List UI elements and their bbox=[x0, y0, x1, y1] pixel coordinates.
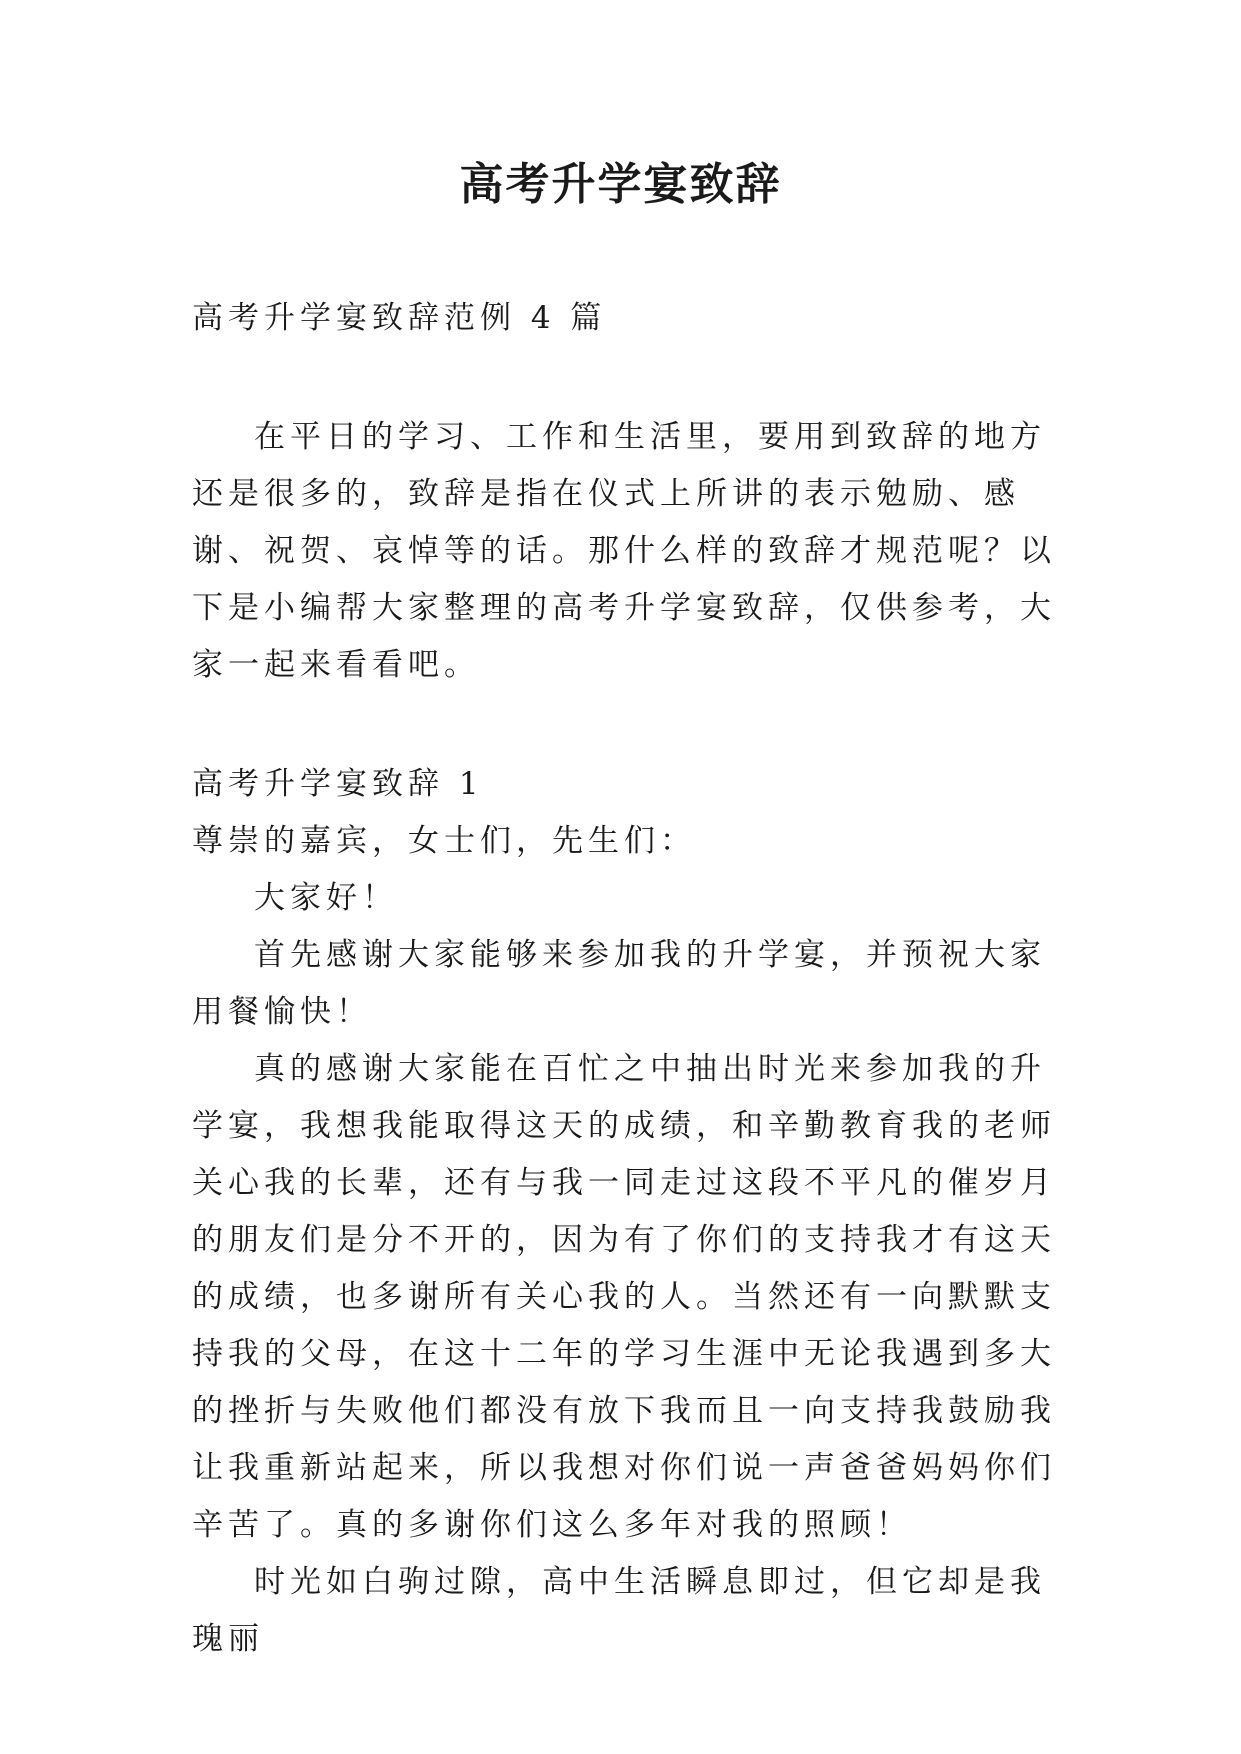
paragraph-gratitude: 真的感谢大家能在百忙之中抽出时光来参加我的升学宴，我想我能取得这天的成绩，和辛勤教育我的老师关心我的长辈，还有与我一同走过这段不平凡的催岁月的朋友们是分不开的，因为有了你们的支持我才有这天的成绩，也多谢所有关心我的人。当然还有一向默默支持我的父母，在这十二年的学习生涯中无论我遇到多大的挫折与失败他们都没有放下我而且一向支持我鼓励我让我重新站起来，所以我想对你们说一声爸爸妈妈你们辛苦了。真的多谢你们这么多年对我的照顾！ bbox=[192, 1051, 1056, 1543]
document-title: 高考升学宴致辞 bbox=[459, 159, 782, 210]
document-subtitle: 高考升学宴致辞范例 4 篇 bbox=[192, 300, 607, 336]
greeting: 大家好！ bbox=[254, 880, 398, 916]
document-body bbox=[192, 290, 1062, 1668]
paragraph-thanks: 首先感谢大家能够来参加我的升学宴，并预祝大家用餐愉快！ bbox=[192, 937, 1046, 1030]
intro-paragraph: 在平日的学习、工作和生活里，要用到致辞的地方还是很多的，致辞是指在仪式上所讲的表示勉励、感谢、祝贺、哀悼等的话。那什么样的致辞才规范呢？以下是小编帮大家整理的高考升学宴致辞，仅供参考，大家一起来看看吧。 bbox=[192, 419, 1056, 683]
section-heading: 高考升学宴致辞 1 bbox=[192, 766, 484, 802]
paragraph-time: 时光如白驹过隙，高中生活瞬息即过，但它却是我瑰丽 bbox=[192, 1564, 1046, 1657]
salutation: 尊崇的嘉宾，女士们，先生们： bbox=[192, 823, 696, 859]
